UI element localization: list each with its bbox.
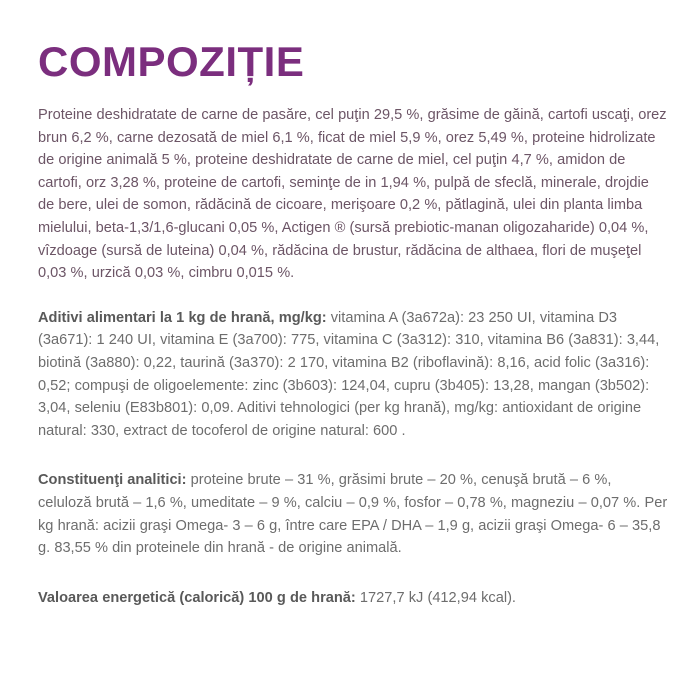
section-spacer	[38, 560, 668, 587]
content-body	[38, 104, 668, 609]
section-spacer	[38, 285, 668, 307]
additives-label: Aditivi alimentari la 1 kg de hrană, mg/kg:	[38, 309, 327, 326]
energy-paragraph	[38, 587, 668, 610]
page-title: COMPOZIȚIE	[38, 38, 305, 85]
analytical-value: proteine brute – 31 %, grăsimi brute – 20 %, cenuşă brută – 6 %, celuloză brută – 1,6 %, umeditate – 9 %, calciu – 0,9 %, fosfor – 0,78 %, magneziu – 0,07 %. Per kg hrană: acizii graşi Omega- 3 – 6 g, între care EPA / DHA – 1,9 g, acizii graşi Omega- 6 – 35,8 g. 83,55 % din proteinele din hrană - de origine animală.	[38, 472, 668, 557]
additives-paragraph	[38, 307, 668, 443]
analytical-label: Constituenţi analitici:	[38, 472, 187, 489]
additives-value: vitamina A (3a672a): 23 250 UI, vitamina D3 (3a671): 1 240 UI, vitamina E (3a700): 775, vitamina C (3a312): 310, vitamina B6 (3a831): 3,44, biotină (3a880): 0,22, taurină (3a370): 2 170, vitamina B2 (riboflavină): 8,16, acid folic (3a316): 0,52; compuşi de oligoelemente: zinc (3b603): 124,04, cupru (3b405): 13,28, mangan (3b502): 3,04, seleniu (E83b801): 0,09. Aditivi tehnologici (per kg hrană), mg/kg: antioxidant de origine natural: 330, extract de tocoferol de origine natural: 600 .	[38, 309, 660, 439]
composition-paragraph: Proteine deshidratate de carne de pasăre, cel puţin 29,5 %, grăsime de găină, cartofi uscaţi, orez brun 6,2 %, carne dezosată de miel 6,1 %, ficat de miel 5,9 %, orez 5,49 %, proteine hidrolizate de origine animală 5 %, proteine deshidratate de carne de miel, cel puţin 4,7 %, amidon de cartofi, orz 3,28 %, proteine de cartofi, seminţe de in 1,94 %, pulpă de sfeclă, minerale, drojdie de bere, ulei de somon, rădăcină de cicoare, merişoare 0,2 %, pătlagină, ulei din planta limba mielului, beta-1,3/1,6-glucani 0,05 %, Actigen ® (sursă prebiotic-manan oligozaharide) 0,04 %, vîzdoage (sursă de luteina) 0,04 %, rădăcina de brustur, rădăcina de althaea, flori de muşeţel 0,03 %, urzică 0,03 %, cimbru 0,015 %.	[38, 107, 667, 282]
section-spacer	[38, 442, 668, 469]
analytical-paragraph	[38, 469, 668, 559]
energy-value: 1727,7 kJ (412,94 kcal).	[355, 589, 516, 606]
energy-label: Valoarea energetică (calorică) 100 g de hrană:	[38, 589, 356, 606]
